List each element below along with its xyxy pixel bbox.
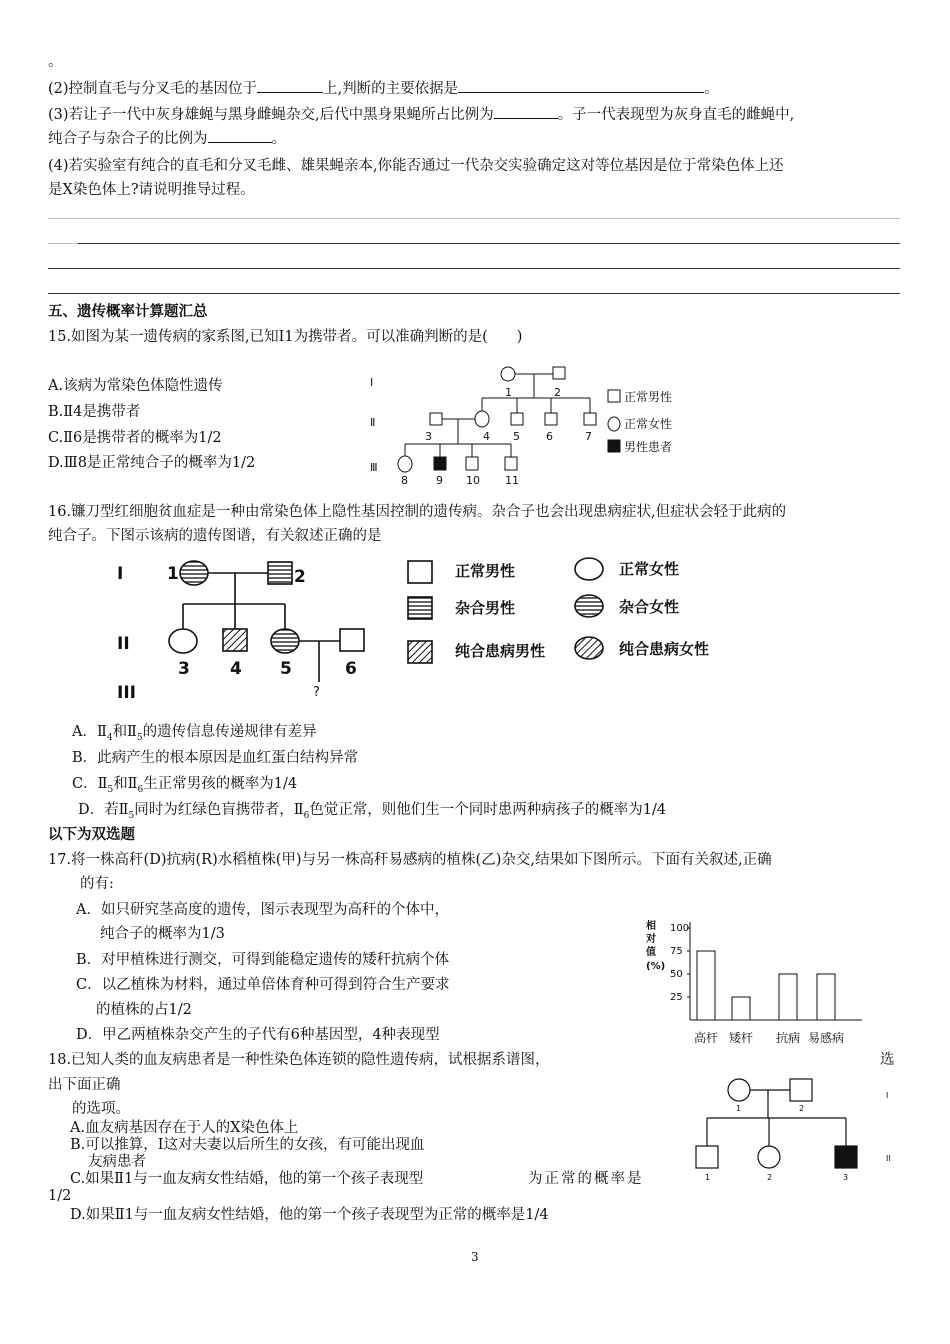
svg-text:8: 8 (401, 474, 408, 487)
q15-gen-2: Ⅱ (370, 416, 376, 429)
answer-line-1 (48, 218, 900, 219)
q18-option-c-2: 1/2 (48, 1188, 72, 1204)
svg-text:1: 1 (705, 1173, 711, 1182)
dot-mark: 。 (48, 54, 63, 70)
chart-ylabel-3: 值 (646, 947, 656, 958)
q16-gen-1: I (117, 564, 124, 584)
svg-text:1: 1 (736, 1104, 742, 1113)
q18-gen-2: II (886, 1154, 891, 1163)
q16-pedigree (105, 552, 745, 712)
q17-stem-2: 的有: (80, 876, 114, 892)
q16-option-c: C．$Ⅱ_5$和$Ⅱ_6$生正常男孩的概率为1/4 (72, 776, 298, 795)
q2-line: (2)控制直毛与分叉毛的基因位于 上,判断的主要依据是 。 (48, 78, 719, 99)
chart-y-tick-label: 100 (670, 923, 690, 934)
q17-option-a-1: A．如只研究茎高度的遗传，图示表现型为高秆的个体中， (76, 902, 449, 918)
q17-stem-1: 17.将一株高秆(D)抗病(R)水稻植株(甲)与另一株高秆易感病的植株(乙)杂交,结果如下图所示。下面有关叙述,正确 (48, 852, 772, 868)
q4-line-1: (4)若实验室有纯合的直毛和分叉毛雌、雄果蝇亲本,你能否通过一代杂交实验确定这对等位基因是位于常染色体上还 (48, 158, 784, 174)
svg-text:?: ? (313, 685, 320, 700)
svg-text:3: 3 (843, 1173, 849, 1182)
q18-option-b-2: 友病患者 (88, 1154, 146, 1170)
q16-legend-normal-male: 正常男性 (455, 562, 516, 580)
chart-category-label: 抗病 (775, 1031, 801, 1045)
q16-option-d: D．若$Ⅱ_5$同时为红绿色盲携带者，$Ⅱ_6$色觉正常，则他们生一个同时患两种病孩子的概率为1/4 (78, 802, 667, 821)
q15-option-c: C.Ⅱ6是携带者的概率为1/2 (48, 430, 222, 446)
chart-category-label: 易感病 (807, 1031, 845, 1045)
svg-text:7: 7 (585, 430, 592, 443)
q15-option-b: B.Ⅱ4是携带者 (48, 404, 141, 420)
q3-line-2: 纯合子与杂合子的比例为 。 (48, 128, 286, 149)
svg-text:2: 2 (294, 567, 306, 587)
q3-line-1: (3)若让子一代中灰身雄蝇与黑身雌蝇杂交,后代中黑身果蝇所占比例为 。子一代表现型为灰身直毛的雌蝇中, (48, 104, 794, 125)
q15-option-d: D.Ⅲ8是正常纯合子的概率为1/2 (48, 455, 256, 471)
svg-text:11: 11 (505, 474, 519, 487)
q16-legend-normal-female: 正常女性 (619, 560, 680, 578)
chart-bar-3 (779, 974, 797, 1020)
answer-line-2b (78, 243, 900, 244)
svg-text:2: 2 (554, 386, 561, 399)
q18-stem-1b: 选 (880, 1052, 895, 1068)
q4-line-2: 是X染色体上?请说明推导过程。 (48, 182, 255, 198)
q16-legend-affected-female: 纯合患病女性 (619, 640, 710, 658)
chart-bar-4 (817, 974, 835, 1020)
q17-option-a-2: 纯合子的概率为1/3 (100, 926, 225, 942)
svg-text:2: 2 (767, 1173, 773, 1182)
q15-gen-3: Ⅲ (370, 461, 378, 474)
answer-line-4 (48, 293, 900, 294)
chart-bar-1 (697, 951, 715, 1020)
svg-text:3: 3 (178, 659, 190, 679)
chart-category-label: 矮杆 (728, 1031, 754, 1045)
answer-line-2a (48, 243, 78, 244)
chart-y-tick-label: 75 (670, 946, 683, 957)
q16-legend-affected-male: 纯合患病男性 (455, 642, 546, 660)
chart-y-tick-label: 25 (670, 992, 683, 1003)
svg-text:4: 4 (483, 430, 490, 443)
q18-option-c-1b: 为正常的概率是 (528, 1171, 644, 1187)
chart-category-label: 高杆 (693, 1031, 719, 1045)
q16-legend-carrier-male: 杂合男性 (455, 599, 516, 617)
svg-text:1: 1 (167, 564, 179, 584)
svg-text:3: 3 (425, 430, 432, 443)
q18-stem-3: 的选项。 (72, 1101, 130, 1117)
q15-legend-normal-male: 正常男性 (624, 390, 673, 404)
chart-bar-2 (732, 997, 750, 1020)
q18-gen-1: I (886, 1091, 889, 1100)
q17-option-c-2: 的植株的占1/2 (96, 1002, 192, 1018)
q17-option-c-1: C．以乙植株为材料，通过单倍体育种可得到符合生产要求 (76, 977, 450, 993)
double-choice-title: 以下为双选题 (48, 827, 135, 843)
q17-option-b: B．对甲植株进行测交，可得到能稳定遗传的矮秆抗病个体 (76, 952, 450, 968)
chart-ylabel-2: 对 (646, 934, 656, 945)
chart-ylabel-4: (%) (646, 961, 666, 972)
svg-text:4: 4 (230, 659, 242, 679)
q15-stem: 15.如图为某一遗传病的家系图,已知Ⅰ1为携带者。可以准确判断的是( ) (48, 329, 523, 345)
answer-line-3 (48, 268, 900, 269)
q18-pedigree (680, 1070, 900, 1195)
q18-option-d: D.如果Ⅱ1与一血友病女性结婚，他的第一个孩子表现型为正常的概率是1/4 (70, 1207, 549, 1223)
q16-legend-carrier-female: 杂合女性 (619, 598, 680, 616)
q18-option-c-1: C.如果Ⅱ1与一血友病女性结婚，他的第一个孩子表现型 (70, 1171, 424, 1187)
svg-text:6: 6 (546, 430, 553, 443)
q17-option-d: D．甲乙两植株杂交产生的子代有6种基因型，4种表现型 (76, 1027, 440, 1043)
q15-legend-normal-female: 正常女性 (624, 417, 673, 431)
svg-text:10: 10 (466, 474, 480, 487)
svg-text:5: 5 (513, 430, 520, 443)
svg-text:5: 5 (280, 659, 292, 679)
section-5-title: 五、遗传概率计算题汇总 (48, 304, 208, 320)
q16-stem-1: 16.镰刀型红细胞贫血症是一种由常染色体上隐性基因控制的遗传病。杂合子也会出现患病症状,但症状会轻于此病的 (48, 504, 787, 520)
q16-gen-2: II (117, 634, 130, 654)
q16-option-b: B．此病产生的根本原因是血红蛋白结构异常 (72, 750, 359, 766)
chart-y-tick-label: 50 (670, 969, 683, 980)
svg-text:9: 9 (436, 474, 443, 487)
q15-gen-1: Ⅰ (370, 376, 374, 389)
svg-text:2: 2 (799, 1104, 805, 1113)
q15-legend-affected-male: 男性患者 (624, 440, 673, 454)
q18-option-b-1: B.可以推算，Ⅰ这对夫妻以后所生的女孩，有可能出现血 (70, 1137, 425, 1153)
q16-gen-3: III (117, 683, 136, 703)
page-number: 3 (471, 1250, 479, 1264)
q16-option-a: A．$Ⅱ_4$和$Ⅱ_5$的遗传信息传递规律有差异 (72, 724, 317, 743)
q18-stem-1: 18.已知人类的血友病患者是一种性染色体连锁的隐性遗传病，试根据系谱图， (48, 1052, 550, 1068)
q18-option-a: A.血友病基因存在于人的X染色体上 (70, 1120, 299, 1136)
q18-stem-2: 出下面正确 (48, 1077, 121, 1093)
svg-text:6: 6 (345, 659, 357, 679)
q15-pedigree (360, 358, 680, 488)
q17-bar-chart (640, 915, 870, 1050)
chart-ylabel-1: 相 (646, 921, 656, 932)
svg-text:1: 1 (505, 386, 512, 399)
q16-stem-2: 纯合子。下图示该病的遗传图谱，有关叙述正确的是 (48, 528, 382, 544)
q15-option-a: A.该病为常染色体隐性遗传 (48, 378, 223, 394)
